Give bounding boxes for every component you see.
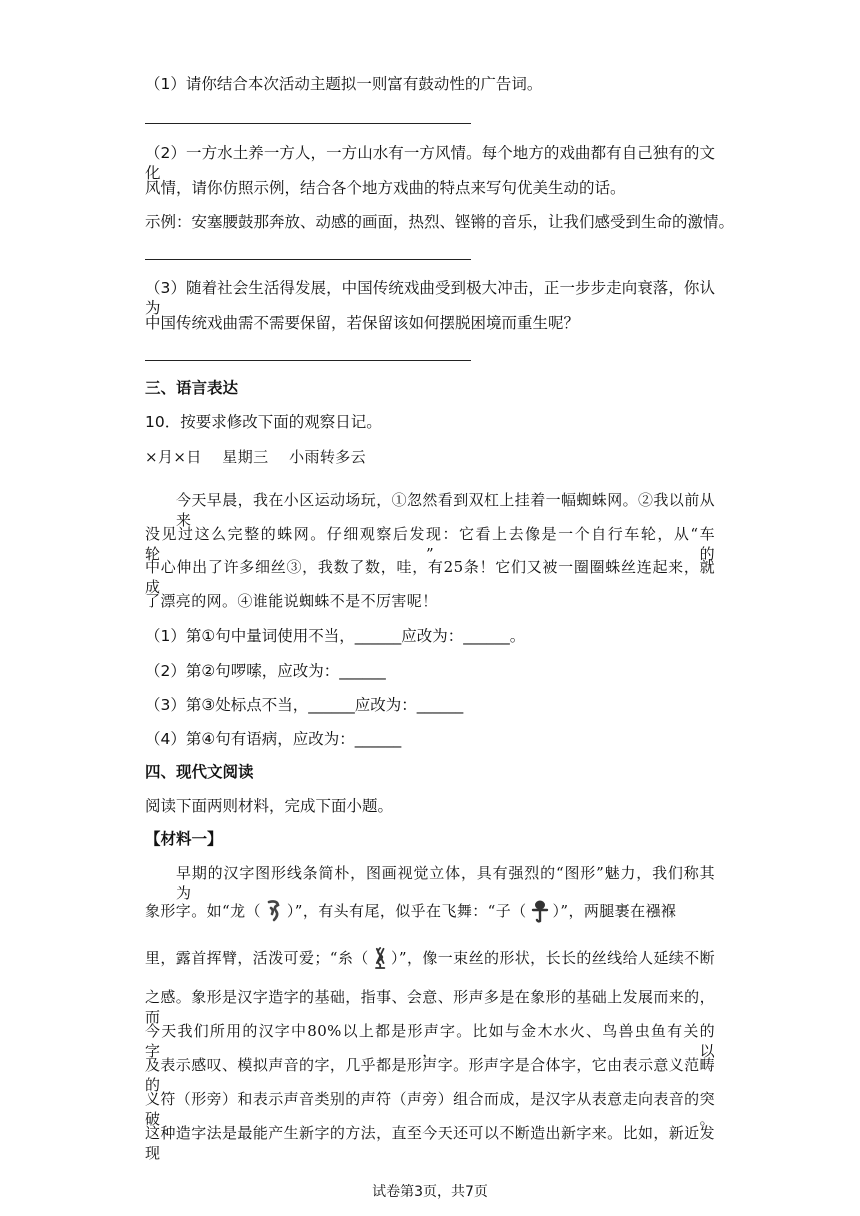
material-line-2a: 象形字。如“龙（ <box>145 902 261 920</box>
diary-date-line: ×月×日 星期三 小雨转多云 <box>145 448 367 466</box>
diary-line-2: 没见过这么完整的蛛网。仔细观察后发现：它看上去像是一个自行车轮，从“车轮”的 <box>145 525 715 563</box>
material-line-5: 今天我们所用的汉字中80%以上都是形声字。比如与金木水火、鸟兽虫鱼有关的字，以 <box>145 1022 715 1060</box>
page-footer: 试卷第3页，共7页 <box>372 1184 488 1200</box>
q9-part2-line1: （2）一方水土养一方人，一方山水有一方风情。每个地方的戏曲都有自己独有的文化 <box>145 144 715 182</box>
q9-example: 示例：安塞腰鼓那奔放、动感的画面，热烈、铿锵的音乐，让我们感受到生命的激情。 <box>145 213 735 231</box>
q9-part1: （1）请你结合本次活动主题拟一则富有鼓动性的广告词。 <box>145 75 543 93</box>
material-line-4: 之感。象形是汉字造字的基础，指事、会意、形声多是在象形的基础上发展而来的，而 <box>145 988 715 1026</box>
material-line-2 <box>145 898 715 924</box>
answer-line-2[interactable] <box>145 259 471 260</box>
material-line-8: 这种造字法是最能产生新字的方法，直至今天还可以不断造出新字来。比如，新近发现 <box>145 1124 715 1162</box>
subquestion-1: （1）第①句中量词使用不当，______应改为：______。 <box>145 627 526 645</box>
diary-line-3: 中心伸出了许多细丝③，我数了数，哇，有25条！它们又被一圈圈蛛丝连起来，就成 <box>145 558 715 596</box>
q9-part2-line2: 风情，请你仿照示例，结合各个地方戏曲的特点来写句优美生动的话。 <box>145 179 626 197</box>
answer-line-1[interactable] <box>145 123 471 124</box>
subquestion-3: （3）第③处标点不当，______应改为：______ <box>145 696 464 714</box>
subquestion-2: （2）第②句啰嗦，应改为：______ <box>145 662 386 680</box>
dragon-glyph-icon <box>263 898 285 924</box>
material-1-label: 【材料一】 <box>145 830 223 848</box>
material-line-7: 义符（形旁）和表示声音类别的声符（声旁）组合而成，是汉字从表意走向表音的突破。 <box>145 1090 715 1128</box>
material-line-3b: ）”，像一束丝的形状，长长的丝线给人延续不断 <box>391 949 715 967</box>
subquestion-4: （4）第④句有语病，应改为：______ <box>145 730 402 748</box>
silk-glyph-icon <box>371 945 389 971</box>
q9-part3-line2: 中国传统戏曲需不需要保留，若保留该如何摆脱困境而重生呢？ <box>145 314 580 332</box>
child-glyph-icon <box>529 898 551 924</box>
material-line-2b: ）”，有头有尾，似乎在飞舞：“子（ <box>286 902 527 920</box>
diary-line-1: 今天早晨，我在小区运动场玩，①忽然看到双杠上挂着一幅蜘蛛网。②我以前从来 <box>176 491 716 529</box>
q9-part3-line1: （3）随着社会生活得发展，中国传统戏曲受到极大冲击，正一步步走向衰落，你认为 <box>145 279 715 317</box>
question-10: 10．按要求修改下面的观察日记。 <box>145 413 382 431</box>
material-line-3 <box>145 945 715 971</box>
material-line-6: 及表示感叹、模拟声音的字，几乎都是形声字。形声字是合体字，它由表示意义范畴的 <box>145 1056 715 1094</box>
material-line-1: 早期的汉字图形线条简朴，图画视觉立体，具有强烈的“图形”魅力，我们称其为 <box>176 864 715 902</box>
material-line-3a: 里，露首挥臂，活泼可爱；“糸（ <box>145 949 369 967</box>
reading-intro: 阅读下面两则材料，完成下面小题。 <box>145 797 394 815</box>
diary-line-4: 了漂亮的网。④谁能说蜘蛛不是不厉害呢！ <box>145 592 438 610</box>
section-heading-3: 三、语言表达 <box>145 379 239 397</box>
material-line-2c: ）”，两腿裹在襁褓 <box>552 902 677 920</box>
section-heading-4: 四、现代文阅读 <box>145 763 254 781</box>
answer-line-3[interactable] <box>145 360 471 361</box>
